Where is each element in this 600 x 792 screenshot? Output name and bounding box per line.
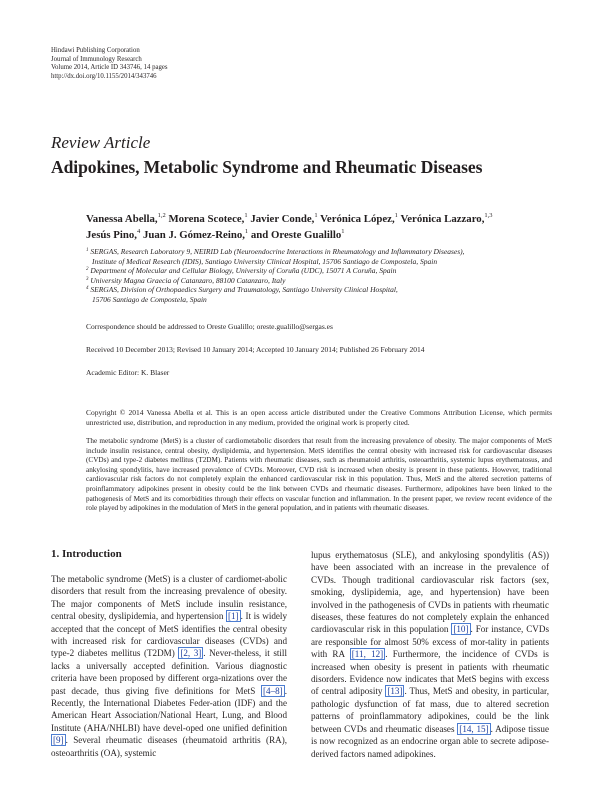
affiliations bbox=[86, 247, 556, 305]
author: Verónica Lazzaro,$^{1,3}$ bbox=[400, 212, 493, 225]
author: and Oreste Gualillo$^1$ bbox=[250, 228, 345, 241]
publication-dates: Received 10 December 2013; Revised 10 January 2014; Accepted 10 January 2014; Published 26 February 2014 bbox=[86, 345, 425, 354]
affiliation: $^3$ University Magna Graecia of Catanzaro, 88100 Catanzaro, Italy bbox=[86, 275, 286, 285]
affiliation: $^2$ Department of Molecular and Cellular Biology, University of Coruña (UDC), 15071 A Coruña, Spain bbox=[86, 266, 397, 276]
citation-link[interactable]: [13] bbox=[387, 686, 403, 697]
citation-link[interactable]: [4–8] bbox=[263, 685, 283, 696]
author: Verónica López,$^1$ bbox=[320, 212, 398, 225]
body-column-right: lupus erythematosus (SLE), and ankylosing spondylitis (AS)) have been associated with an increase in the prevalence of CVDs. Though traditional cardiovascular risk factors (sex, smoking, dyslipidemia, age, and hypertension) have been involved in the pathogenesis of CVDs in patients with rheumatic diseases, these features do not completely explain the enhanced cardiovascular risk in this population [10] . For instance, CVDs are responsible for almost 50% excess of mor-tality in patients with RA [11, 12] . Furthermore, the incidence of CVDs is increased when obesity is present in patients with rheumatic disorders. Evidence now indicates that MetS begins with excess of central adiposity [13] . Thus, MetS and obesity, in particular, pathologic dysfunction of fat mass, due to altered secretion patterns of proinflammatory adipokines, could be the link between CVDs and rheumatic diseases [14, 15] . Adipose tissue is now recognized as an endocrine organ able to secrete adipose-derived factors named adipokines. bbox=[311, 550, 549, 759]
citation-link[interactable]: [2, 3] bbox=[180, 648, 202, 659]
citation-link[interactable]: [14, 15] bbox=[459, 723, 489, 734]
affiliation-continued: 15706 Santiago de Compostela, Spain bbox=[92, 294, 207, 304]
author: Morena Scotece,$^1$ bbox=[168, 212, 248, 225]
affiliation-continued: Institute of Medical Research (IDIS), Santiago University Clinical Hospital, 15706 Santiago de Compostela, Spain bbox=[92, 256, 438, 266]
section-heading: 1. Introduction bbox=[51, 548, 122, 560]
abstract: The metabolic syndrome (MetS) is a cluster of cardiometabolic disorders that result from the increasing prevalence of obesity. The major components of MetS include insulin resistance, central obesity, dyslipidemia, and hypertension. MetS identifies the central obesity with increased risk for cardiovascular diseases (CVDs) and type-2 diabetes mellitus (T2DM). Patients with rheumatic diseases, such as rheumatoid arthritis, osteoarthritis, systemic lupus erythematosus, and ankylosing spondylitis, have increased prevalence of CVDs. Moreover, CVD risk is increased when obesity is present in these patients. However, traditional cardiovascular risk factors do not completely explain the enhanced cardiovascular risk in this population. Thus, MetS and the altered secretion patterns of proinflammatory adipokines present in obesity could be the link between CVDs and rheumatic diseases. Furthermore, adipokines have been linked to the pathogenesis of MetS and its comorbidities through their effects on vascular function and inflammation. In the present paper, we review recent evidence of the role played by adipokines in the modulation of MetS in the general population, and in patients with rheumatic diseases. bbox=[86, 437, 552, 513]
academic-editor: Academic Editor: K. Blaser bbox=[86, 368, 170, 377]
article-type: Review Article bbox=[51, 133, 151, 152]
affiliation: $^1$ SERGAS, Research Laboratory 9, NEIRID Lab (Neuroendocrine Interactions in Rheumatology and Inflammatory Diseases), bbox=[86, 247, 465, 256]
author-list bbox=[86, 211, 556, 243]
author: Jesús Pino,$^4$ bbox=[86, 228, 141, 241]
article-title: Adipokines, Metabolic Syndrome and Rheumatic Diseases bbox=[51, 157, 483, 177]
publisher-info bbox=[51, 47, 168, 81]
correspondence: Correspondence should be addressed to Oreste Gualillo; oreste.gualillo@sergas.es bbox=[86, 322, 333, 331]
citation-link[interactable]: [10] bbox=[453, 624, 469, 635]
author: Vanessa Abella,$^{1,2}$ bbox=[86, 212, 166, 225]
publisher-name: Hindawi Publishing Corporation bbox=[51, 47, 140, 54]
body-column-left: The metabolic syndrome (MetS) is a cluster of cardiomet-abolic disorders that result from the increasing prevalence of obesity. The major components of MetS include insulin resistance, central obesity, dyslipidemia, and hypertension [1] . It is widely accepted that the concept of MetS identifies the central obesity with increased risk for cardiovascular diseases (CVDs) and type-2 diabetes mellitus (T2DM) [2, 3] . Never-theless, it still lacks a universally accepted definition. Various diagnostic criteria have been proposed by different orga-nizations over the past decade, thus giving five definitions for MetS [4–8] . Recently, the International Diabetes Feder-ation (IDF) and the American Heart Association/National Heart, Lung, and Blood Institute (AHA/NHLBI) have devel-oped one unified definition [9] . Several rheumatic diseases (rheumatoid arthritis (RA), osteoarthritis (OA), systemic bbox=[51, 574, 287, 758]
citation-link[interactable]: [1] bbox=[227, 611, 239, 622]
copyright-notice: Copyright © 2014 Vanessa Abella et al. This is an open access article distributed under the Creative Commons Attribution License, which permits unrestricted use, distribution, and reproduction in any medium, provided the original work is properly cited. bbox=[86, 408, 552, 427]
citation-link[interactable]: [11, 12] bbox=[351, 649, 384, 660]
author: Juan J. Gómez-Reino,$^1$ bbox=[142, 228, 249, 241]
affiliation: $^4$ SERGAS, Division of Orthopaedics Surgery and Traumatology, Santiago University Clinical Hospital, bbox=[86, 285, 398, 295]
doi-link[interactable]: http://dx.doi.org/10.1155/2014/343746 bbox=[51, 72, 157, 80]
author: Javier Conde,$^1$ bbox=[250, 212, 318, 225]
volume-info: Volume 2014, Article ID 343746, 14 pages bbox=[51, 64, 168, 72]
citation-link[interactable]: [9] bbox=[53, 735, 64, 746]
journal-name: Journal of Immunology Research bbox=[51, 55, 142, 63]
